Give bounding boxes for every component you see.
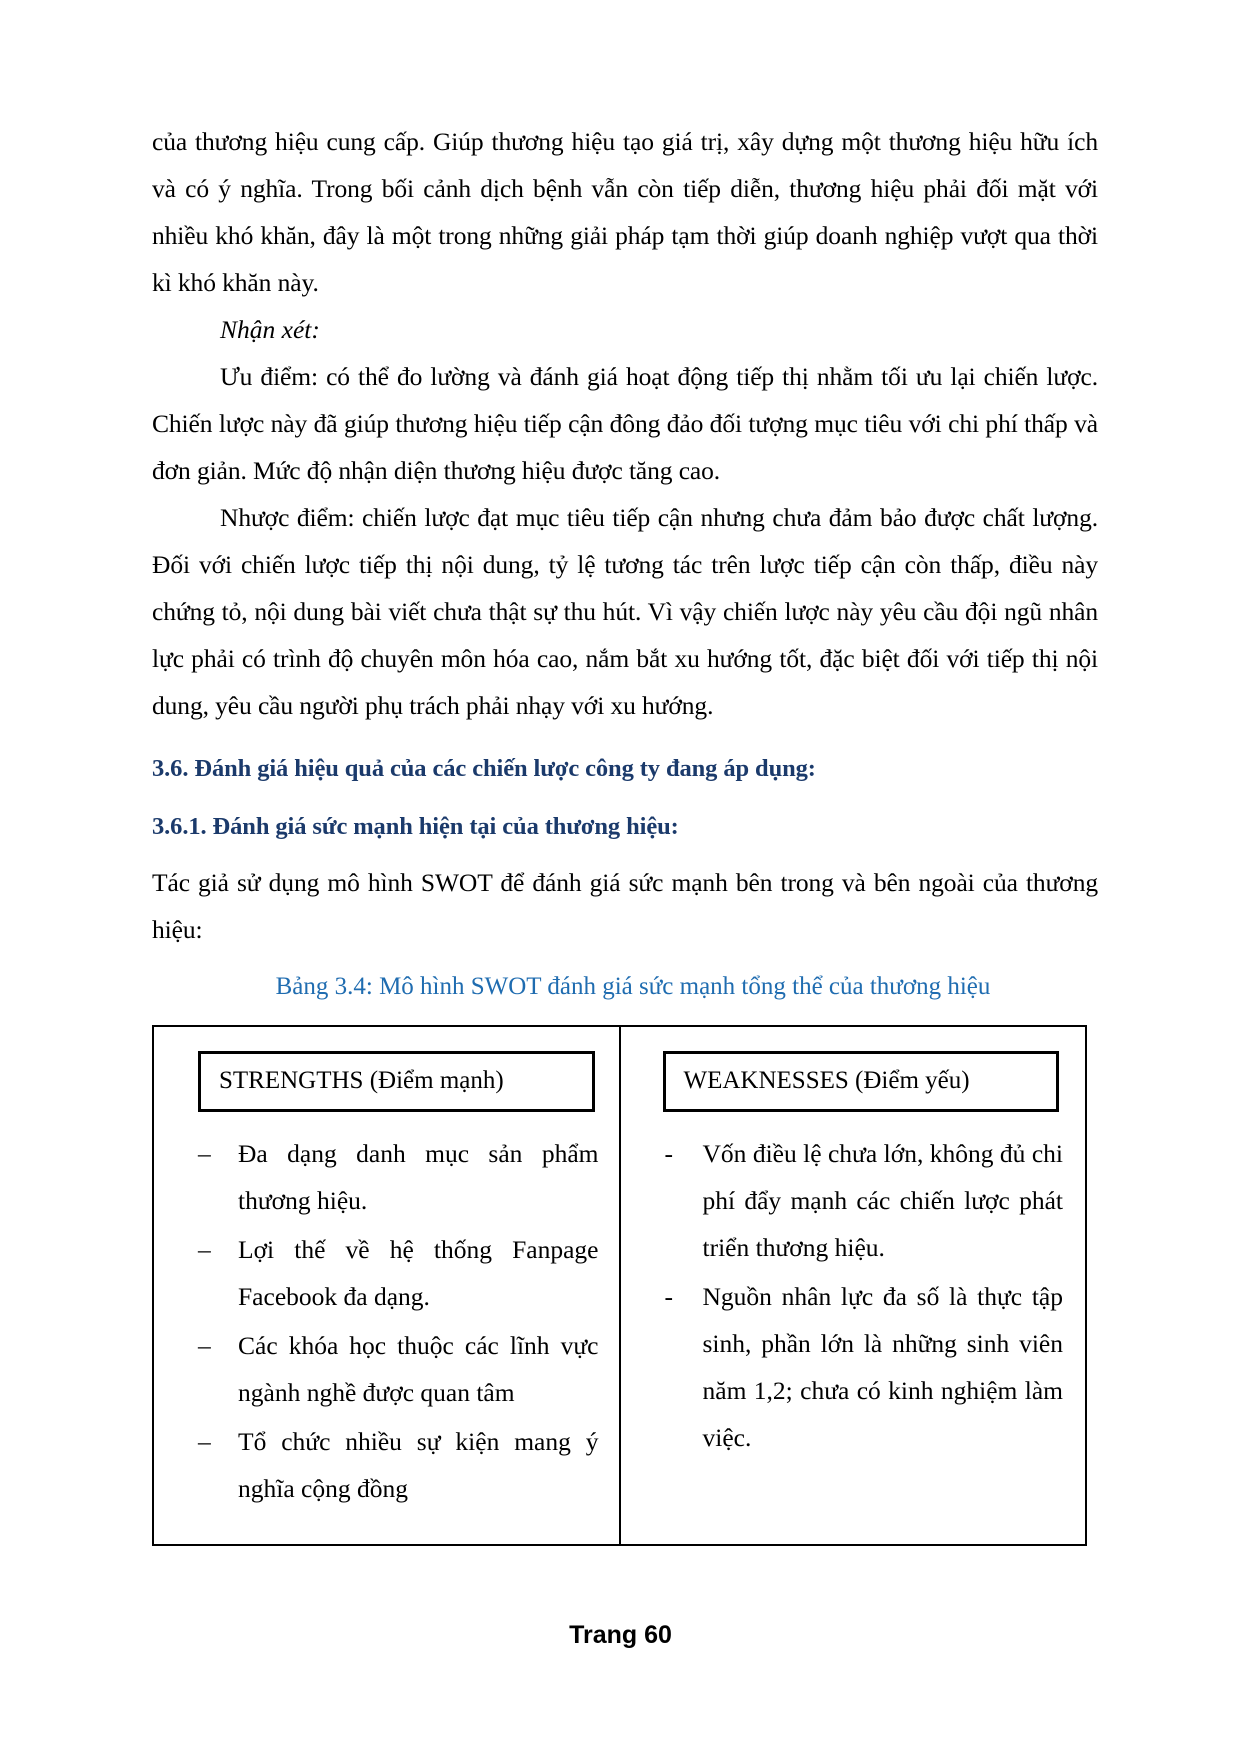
strengths-title-box: STRENGTHS (Điểm mạnh) <box>198 1051 595 1112</box>
list-marker: - <box>664 1139 673 1168</box>
table-row <box>153 1026 1086 1545</box>
list-item-text: Vốn điều lệ chưa lớn, không đủ chi phí đẩy mạnh các chiến lược phát triển thương hiệu. <box>702 1139 1063 1262</box>
paragraph-uu-diem: Ưu điểm: có thể đo lường và đánh giá hoạt động tiếp thị nhằm tối ưu lại chiến lược. Chiến lược này đã giúp thương hiệu tiếp cận đông đảo đối tượng mục tiêu với chi phí thấp và đơn giản. Mức độ nhận diện thương hiệu được tăng cao. <box>152 362 1098 485</box>
list-item <box>180 1226 599 1320</box>
spacer <box>152 953 1098 967</box>
spacer <box>152 729 1098 743</box>
page-footer: Trang 60 <box>569 1621 672 1649</box>
list-item-text: Các khóa học thuộc các lĩnh vực ngành nghề được quan tâm <box>238 1331 599 1407</box>
weaknesses-title-box: WEAKNESSES (Điểm yếu) <box>663 1051 1060 1112</box>
list-item-text: Đa dạng danh mục sản phẩm thương hiệu. <box>238 1139 599 1215</box>
list-marker: – <box>198 1235 211 1264</box>
swot-cell-weaknesses <box>620 1026 1087 1545</box>
swot-table <box>152 1025 1087 1546</box>
list-item <box>651 1273 1064 1461</box>
weaknesses-cell-inner <box>621 1027 1086 1493</box>
list-item-text: Nguồn nhân lực đa số là thực tập sinh, phần lớn là những sinh viên năm 1,2; chưa có kinh nghiệm làm việc. <box>702 1282 1063 1452</box>
weaknesses-list <box>651 1130 1064 1461</box>
list-item <box>651 1130 1064 1271</box>
list-item-text: Tổ chức nhiều sự kiện mang ý nghĩa cộng đồng <box>238 1427 599 1503</box>
list-item <box>180 1418 599 1512</box>
nhan-xet-label: Nhận xét: <box>220 315 320 344</box>
paragraph-swot-intro: Tác giả sử dụng mô hình SWOT để đánh giá sức mạnh bên trong và bên ngoài của thương hiệu: <box>152 868 1098 944</box>
list-item <box>180 1130 599 1224</box>
paragraph-continuation: của thương hiệu cung cấp. Giúp thương hiệu tạo giá trị, xây dựng một thương hiệu hữu ích và có ý nghĩa. Trong bối cảnh dịch bệnh vẫn còn tiếp diễn, thương hiệu phải đối mặt với nhiều khó khăn, đây là một trong những giải pháp tạm thời giúp doanh nghiệp vượt qua thời kì khó khăn này. <box>152 127 1098 297</box>
heading-3-6-1: 3.6.1. Đánh giá sức mạnh hiện tại của thương hiệu: <box>152 813 679 840</box>
table-caption: Bảng 3.4: Mô hình SWOT đánh giá sức mạnh tổng thể của thương hiệu <box>275 973 991 1000</box>
strengths-list <box>180 1130 599 1512</box>
paragraph-nhuoc-diem: Nhược điểm: chiến lược đạt mục tiêu tiếp cận nhưng chưa đảm bảo được chất lượng. Đối với chiến lược tiếp thị nội dung, tỷ lệ tương tác trên lược tiếp cận còn thấp, điều này chứng tỏ, nội dung bài viết chưa thật sự thu hút. Vì vậy chiến lược này yêu cầu đội ngũ nhân lực phải có trình độ chuyên môn hóa cao, nắm bắt xu hướng tốt, đặc biệt đối với tiếp thị nội dung, yêu cầu người phụ trách phải nhạy với xu hướng. <box>152 503 1098 720</box>
list-marker: – <box>198 1331 211 1360</box>
list-marker: - <box>664 1282 673 1311</box>
list-item <box>180 1322 599 1416</box>
strengths-cell-inner <box>154 1027 619 1544</box>
list-item-text: Lợi thế về hệ thống Fanpage Facebook đa dạng. <box>238 1235 599 1311</box>
list-marker: – <box>198 1427 211 1456</box>
swot-cell-strengths <box>153 1026 620 1545</box>
heading-3-6: 3.6. Đánh giá hiệu quả của các chiến lược công ty đang áp dụng: <box>152 755 816 782</box>
list-marker: – <box>198 1139 211 1168</box>
